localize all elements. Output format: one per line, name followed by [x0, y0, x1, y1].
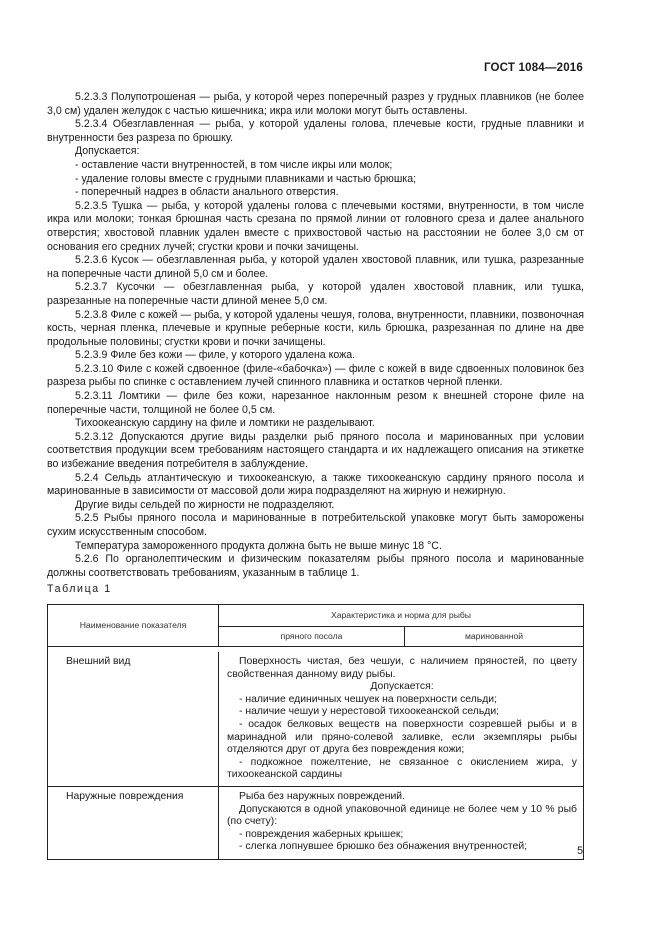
column-group-header: Характеристика и норма для рыбы	[219, 605, 584, 627]
table-row	[48, 652, 584, 786]
paragraph-5-2-3-11: 5.2.3.11 Ломтики — филе без кожи, нарезанное наклонным резом к внешней стороне филе на поперечные части, толщиной не более 0,5 см.	[47, 390, 584, 416]
value-line: - подкожное пожелтение, не связанное с окислением жира, у тихоокеанской сардины	[227, 756, 577, 781]
value-line: - осадок белковых веществ на поверхности созревшей рыбы и в маринадной или пряно-солевой заливке, если экземпляры рыбы отделяются друг от друга без повреждения кожи;	[227, 718, 577, 756]
paragraph-other-herring: Другие виды сельдей по жирности не подразделяют.	[75, 498, 335, 511]
row-name-appearance: Внешний вид	[48, 652, 219, 786]
column-header-spiced: пряного посола	[219, 627, 405, 647]
paragraph-5-2-3-4: 5.2.3.4 Обезглавленная — рыба, у которой удалены голова, плечевые кости, грудные плавники и внутренности без разреза по брюшку.	[47, 118, 584, 144]
column-header-marinated: маринованной	[405, 627, 584, 647]
paragraph-sardine-note: Тихоокеанскую сардину на филе и ломтики не разделывают.	[75, 417, 375, 430]
paragraph-temperature: Температура замороженного продукта должна быть не выше минус 18 °С.	[75, 539, 442, 552]
value-line: Рыба без наружных повреждений.	[239, 790, 405, 802]
paragraph-5-2-3-5: 5.2.3.5 Тушка — рыба, у которой удалены голова с плечевыми костями, внутренности, в том числе икра или молоки; тонкая брюшная часть срезана по прямой линии от головного среза и далее анального отверстия; хвостовой плавник удален вместе с прихвостовой частью на расстоянии не более 3,0 см от основания его средних лучей; сгустки крови и почки зачищены.	[47, 199, 584, 253]
paragraph-5-2-4: 5.2.4 Сельдь атлантическую и тихоокеанскую, а также тихоокеанскую сардину пряного посола и маринованные в зависимости от массовой доли жира подразделяют на жирную и нежирную.	[47, 471, 584, 498]
row-value-external-damage	[219, 786, 584, 859]
body-text	[47, 91, 584, 580]
paragraph-5-2-5: 5.2.5 Рыбы пряного посола и маринованные в потребительской упаковке могут быть заморожены сухим искусственным способом.	[47, 512, 584, 538]
value-line: Допускается:	[370, 681, 434, 693]
value-line: Допускаются в одной упаковочной единице не более чем у 10 % рыб (по счету):	[227, 803, 577, 828]
allowance-item: - оставление части внутренностей, в том числе икры или молок;	[75, 158, 393, 171]
value-line: - наличие чешуи у нерестовой тихоокеанской сельди;	[239, 706, 500, 718]
value-line: - слегка лопнувшее брюшко без обнажения внутренностей;	[239, 841, 528, 853]
paragraph-5-2-3-6: 5.2.3.6 Кусок — обезглавленная рыба, у которой удален хвостовой плавник, или тушка, разрезанные на поперечные части длиной 5,0 см и более.	[47, 254, 584, 280]
allowance-label: Допускается:	[75, 145, 140, 158]
requirements-table	[47, 604, 584, 860]
document-id-header: ГОСТ 1084—2016	[483, 62, 583, 74]
paragraph-5-2-3-10: 5.2.3.10 Филе с кожей сдвоенное (филе-«бабочка») — филе с кожей в виде сдвоенных половинок без разреза рыбы по спинке с оставлением лучей спинного плавника и остатков черной пленки.	[47, 362, 584, 389]
paragraph-5-2-3-7: 5.2.3.7 Кусочки — обезглавленная рыба, у которой удален хвостовой плавник, или тушка, разрезанные на поперечные части длиной менее 5,0 см.	[47, 281, 584, 307]
value-line: - наличие единичных чешуек на поверхности сельди;	[239, 693, 497, 705]
row-value-appearance	[219, 652, 584, 786]
page-number: 5	[577, 845, 583, 857]
allowance-item: - удаление головы вместе с грудными плавниками и частью брюшка;	[75, 172, 417, 185]
paragraph-5-2-3-12: 5.2.3.12 Допускаются другие виды разделки рыб пряного посола и маринованных при условии соответствия продукции всем требованиям настоящего стандарта и их надлежащего описания на этикетке во избежание введения потребителя в заблуждение.	[47, 430, 584, 471]
paragraph-5-2-3-3: 5.2.3.3 Полупотрошеная — рыба, у которой через поперечный разрез у грудных плавников (не более 3,0 см) удален желудок с частью кишечника; икра или молоки могут быть оставлены.	[47, 91, 584, 117]
value-line: - повреждения жаберных крышек;	[239, 828, 404, 840]
paragraph-5-2-6: 5.2.6 По органолептическим и физическим показателям рыбы пряного посола и маринованные должны соответствовать требованиям, указанным в таблице 1.	[47, 553, 584, 579]
value-line: Поверхность чистая, без чешуи, с наличием пряностей, по цвету свойственная данному виду рыбы.	[227, 656, 577, 680]
paragraph-5-2-3-9: 5.2.3.9 Филе без кожи — филе, у которого удалена кожа.	[75, 349, 356, 362]
table-caption: Таблица 1	[47, 583, 112, 595]
row-name-external-damage: Наружные повреждения	[48, 786, 219, 859]
allowance-item: - поперечный надрез в области анального отверстия.	[75, 186, 339, 199]
table-row	[48, 786, 584, 859]
paragraph-5-2-3-8: 5.2.3.8 Филе с кожей — рыба, у которой удалены чешуя, голова, внутренности, плавники, позвоночная кость, черная пленка, плечевые и крупные реберные кости, киль брюшка, разрезанная по длине на две продольные половины; сгустки крови и почки зачищены.	[47, 308, 584, 348]
column-header-indicator: Наименование показателя	[48, 605, 219, 647]
